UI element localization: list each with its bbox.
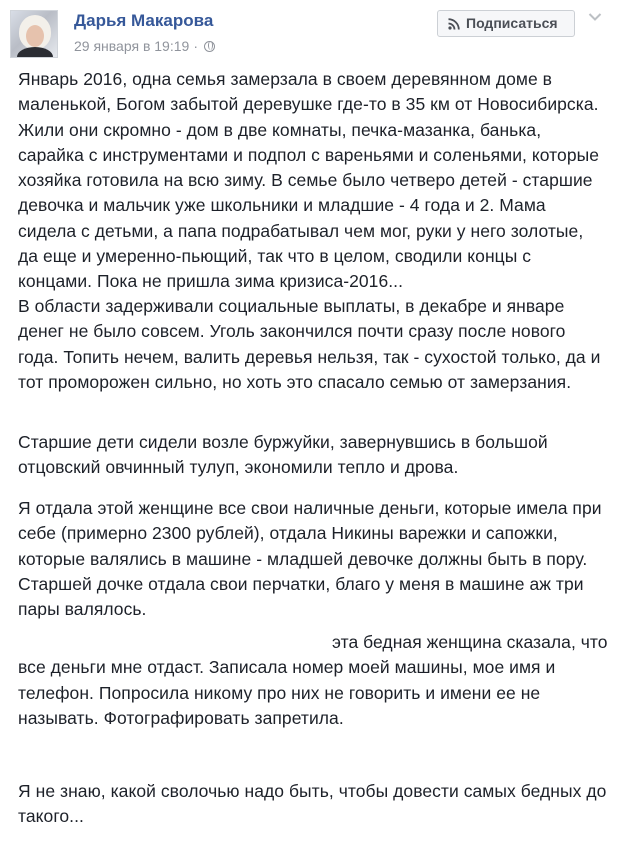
post-paragraph: эта бедная женщина сказала, что все деньги мне отдаст. Записала номер моей машины, мое имя и телефон. Попросила никому про них не говорить и имени ее не называть. Фотографировать запретила. xyxy=(18,632,608,728)
author-avatar[interactable] xyxy=(10,10,58,58)
subscribe-label: Подписаться xyxy=(466,15,558,31)
subscribe-button[interactable] xyxy=(437,10,575,37)
post-paragraph: Я не знаю, какой сволочью надо быть, чтобы довести самых бедных до такого... xyxy=(18,781,607,827)
post-paragraph: Январь 2016, одна семья замерзала в своем деревянном доме в маленькой, Богом забытой деревушке где-то в 35 км от Новосибирска. Жили они скромно - дом в две комнаты, печка-мазанка, банька, сарайка с инструментами и подпол с вареньями и соленьями, которые хозяйка готовила на всю зиму. В семье было четверо детей - старшие девочка и мальчик уже школьники и младшие - 4 года и 2. Мама сидела с детьми, а папа подрабатывал чем мог, руки у него золотые, да еще и умеренно-пьющий, так что в целом, сводили концы с концами. Пока не пришла зима кризиса-2016... xyxy=(18,69,600,292)
avatar-shoulders xyxy=(17,47,53,58)
post-meta xyxy=(74,38,215,54)
post-paragraph: Старшие дети сидели возле буржуйки, завернувшись в большой отцовский овчинный тулуп, экономили тепло и дрова. xyxy=(18,432,548,478)
chevron-down-icon[interactable] xyxy=(588,12,602,22)
rss-icon xyxy=(448,18,460,30)
author-name-link[interactable]: Дарья Макарова xyxy=(74,11,214,30)
avatar-face xyxy=(26,25,44,47)
meta-separator: · xyxy=(193,38,198,54)
globe-icon[interactable] xyxy=(204,41,215,52)
post-paragraph: В области задерживали социальные выплаты, в декабре и январе денег не было совсем. Уголь закончился почти сразу после нового года. Топить нечем, валить деревья нельзя, так - сухостой только, да и тот проморожен сильно, но хоть это спасало семью от замерзания. xyxy=(18,296,601,392)
post-header xyxy=(0,0,620,60)
post-paragraph: Я отдала этой женщине все свои наличные деньги, которые имела при себе (примерно 2300 рублей), отдала Никины варежки и сапожки, которые валялись в машине - младшей девочке должны быть в пору. Старшей дочке отдала свои перчатки, благо у меня в машине аж три пары валялось. xyxy=(18,498,602,620)
post-timestamp[interactable]: 29 января в 19:19 xyxy=(74,38,190,54)
